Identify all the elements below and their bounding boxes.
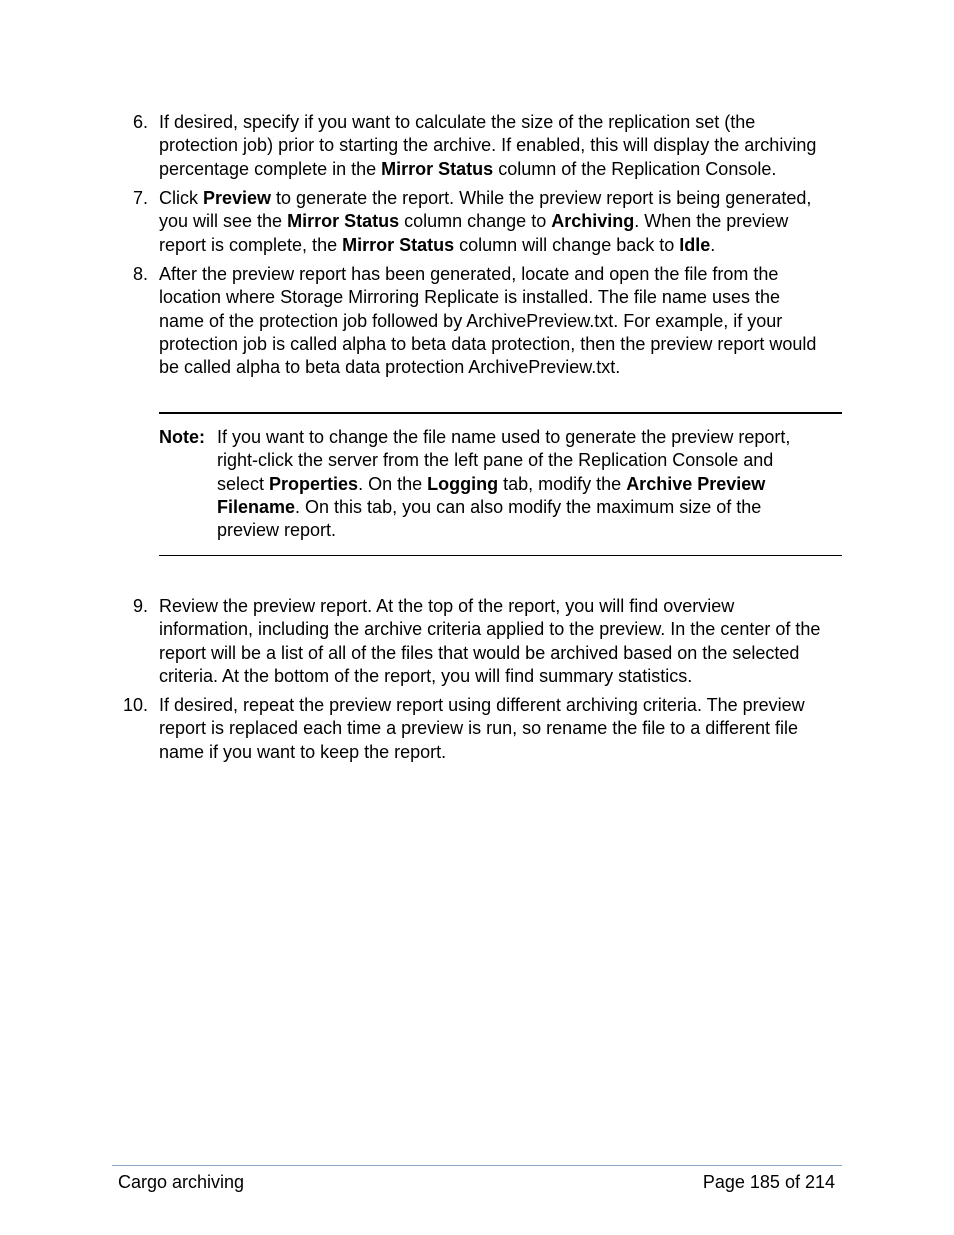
- text-line: [159, 618, 849, 641]
- bold-term: Mirror Status: [342, 234, 455, 255]
- text-run: report is replaced each time a preview is run, so rename the file to a different file: [159, 718, 798, 739]
- text-line: [217, 519, 837, 542]
- text-run: If you want to change the file name used to generate the preview report,: [217, 427, 791, 447]
- note-top-rule: [159, 412, 842, 414]
- text-line: [217, 426, 837, 449]
- text-line: [159, 665, 849, 688]
- text-run: name of the protection job followed by ArchivePreview.txt. For example, if your: [159, 310, 783, 331]
- text-run: information, including the archive criteria applied to the preview. In the center of the: [159, 619, 821, 640]
- text-run: column of the Replication Console.: [493, 158, 777, 179]
- text-line: [159, 310, 849, 333]
- text-run: preview report.: [217, 520, 337, 541]
- text-run: criteria. At the bottom of the report, you will find summary statistics.: [159, 665, 693, 686]
- text-run: . On the: [358, 473, 428, 494]
- note-text: [217, 426, 837, 542]
- step-text: [159, 263, 849, 379]
- text-line: [217, 449, 837, 472]
- text-run: you will see the: [159, 211, 288, 232]
- text-run: select: [217, 473, 270, 494]
- text-run: .: [710, 234, 716, 255]
- footer-section-title: Cargo archiving: [118, 1172, 245, 1192]
- text-run: . When the preview: [634, 211, 789, 232]
- step-text: [159, 187, 849, 257]
- text-line: [159, 741, 849, 764]
- text-run: Click: [159, 188, 203, 208]
- text-run: be called alpha to beta data protection ArchivePreview.txt.: [159, 357, 621, 378]
- text-run: tab, modify the: [498, 473, 627, 494]
- text-run: protection job) prior to starting the archive. If enabled, this will display the archiving: [159, 135, 817, 156]
- text-run: Review the preview report. At the top of the report, you will find overview: [159, 596, 735, 616]
- footer-rule: [112, 1165, 842, 1166]
- text-line: [159, 187, 849, 210]
- step-number: 10.: [122, 695, 148, 715]
- text-run: column will change back to: [454, 234, 680, 255]
- text-line: [159, 234, 849, 257]
- text-line: [159, 694, 849, 717]
- text-run: to generate the report. While the preview report is being generated,: [271, 188, 812, 208]
- step-number: 8.: [132, 264, 148, 284]
- text-run: If desired, repeat the preview report using different archiving criteria. The preview: [159, 695, 805, 715]
- text-run: right-click the server from the left pane of the Replication Console and: [217, 450, 774, 471]
- text-run: name if you want to keep the report.: [159, 741, 447, 762]
- text-line: [159, 286, 849, 309]
- text-line: [159, 263, 849, 286]
- text-line: [159, 717, 849, 740]
- step-text: [159, 694, 849, 764]
- bold-term: Properties: [269, 473, 359, 494]
- bold-term: Archiving: [551, 211, 635, 232]
- bold-term: Idle: [679, 234, 711, 255]
- bold-term: Logging: [427, 473, 499, 494]
- step-text: [159, 595, 849, 688]
- text-run: location where Storage Mirroring Replicate is installed. The file name uses the: [159, 287, 780, 308]
- text-line: [159, 134, 849, 157]
- step-number: 9.: [132, 596, 148, 616]
- text-run: protection job is called alpha to beta data protection, then the preview report would: [159, 333, 817, 354]
- text-line: [159, 158, 849, 181]
- step-text: [159, 111, 849, 181]
- bold-term: Mirror Status: [381, 158, 494, 179]
- text-line: [217, 473, 837, 496]
- text-run: If desired, specify if you want to calculate the size of the replication set (the: [159, 112, 756, 132]
- text-line: [159, 210, 849, 233]
- note-label: Note:: [159, 427, 205, 447]
- note-bottom-rule: [159, 555, 842, 556]
- text-line: [159, 642, 849, 665]
- bold-term: Archive Preview: [626, 473, 766, 494]
- bold-term: Mirror Status: [287, 211, 400, 232]
- bold-term: Filename: [217, 496, 296, 517]
- step-number: 7.: [132, 188, 148, 208]
- text-line: [217, 496, 837, 519]
- text-run: column change to: [399, 211, 552, 232]
- text-line: [159, 595, 849, 618]
- text-line: [159, 111, 849, 134]
- bold-term: Preview: [203, 188, 272, 208]
- text-line: [159, 356, 849, 379]
- text-run: percentage complete in the: [159, 158, 382, 179]
- text-run: report is complete, the: [159, 234, 343, 255]
- text-run: report will be a list of all of the files that would be archived based on the selected: [159, 642, 800, 663]
- text-run: After the preview report has been generated, locate and open the file from the: [159, 264, 779, 284]
- text-run: . On this tab, you can also modify the maximum size of the: [295, 496, 762, 517]
- step-number: 6.: [132, 112, 148, 132]
- text-line: [159, 333, 849, 356]
- footer-page-number: Page 185 of 214: [702, 1172, 835, 1192]
